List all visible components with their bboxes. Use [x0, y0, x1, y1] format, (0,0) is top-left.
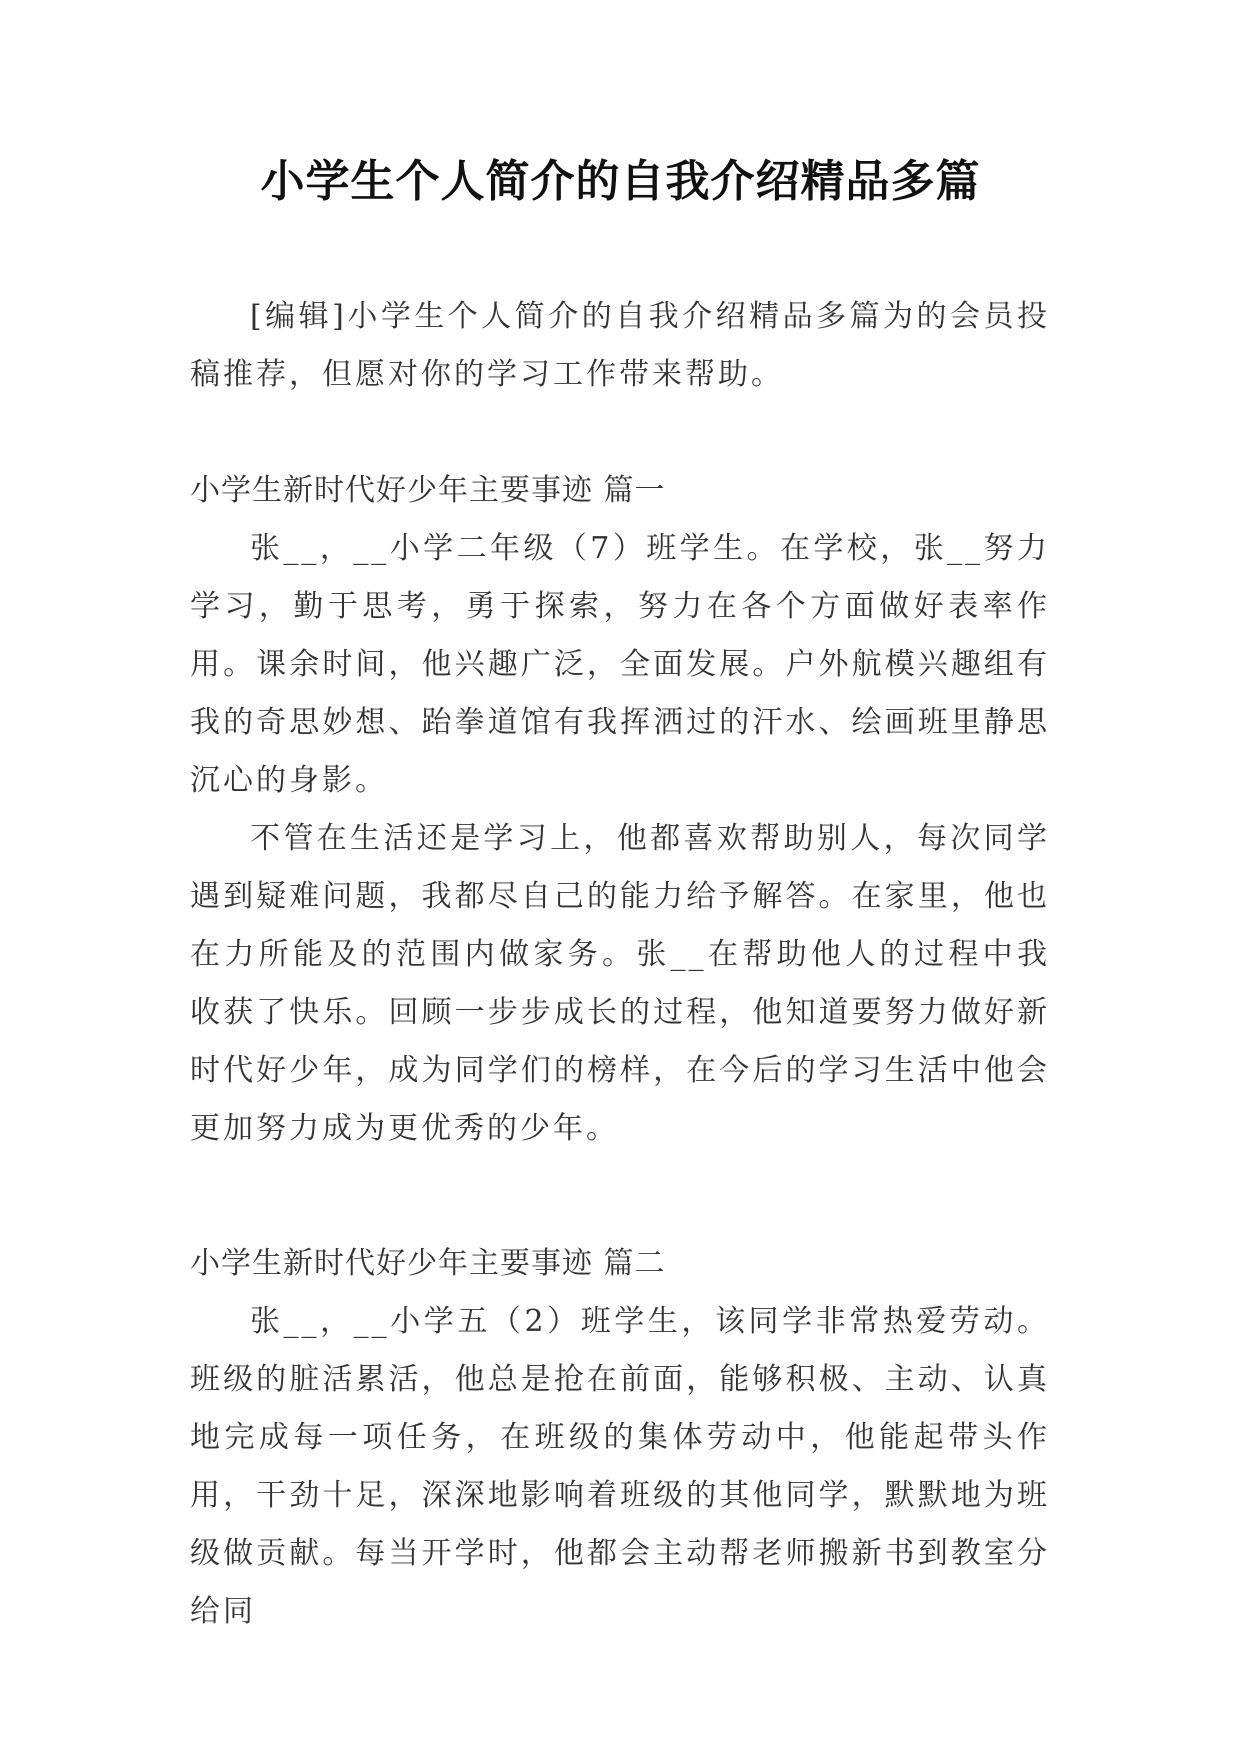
- section-heading: 小学生新时代好少年主要事迹 篇一: [190, 473, 666, 508]
- body-paragraph: 张__，__小学五（2）班学生，该同学非常热爱劳动。班级的脏活累活，他总是抢在前面，能够积极、主动、认真地完成每一项任务，在班级的集体劳动中，他能起带头作用，干劲十足，深深地影响着班级的其他同学，默默地为班级做贡献。每当开学时，他都会主动帮老师搬新书到教室分给同: [190, 1304, 1050, 1629]
- body-paragraph: 张__，__小学二年级（7）班学生。在学校，张__努力学习，勤于思考，勇于探索，努力在各个方面做好表率作用。课余时间，他兴趣广泛，全面发展。户外航模兴趣组有我的奇思妙想、跆拳道馆有我挥洒过的汗水、绘画班里静思沉心的身影。: [190, 531, 1050, 798]
- body-paragraph: 不管在生活还是学习上，他都喜欢帮助别人，每次同学遇到疑难问题，我都尽自己的能力给予解答。在家里，他也在力所能及的范围内做家务。张__在帮助他人的过程中我收获了快乐。回顾一步步成长的过程，他知道要努力做好新时代好少年，成为同学们的榜样，在今后的学习生活中他会更加努力成为更优秀的少年。: [190, 821, 1050, 1146]
- intro-paragraph: [编辑]小学生个人简介的自我介绍精品多篇为的会员投稿推荐，但愿对你的学习工作带来帮助。: [190, 299, 1050, 392]
- section-body: [190, 1293, 1050, 1641]
- section-heading: 小学生新时代好少年主要事迹 篇二: [190, 1246, 666, 1281]
- intro-paragraph-block: [190, 288, 1050, 404]
- document-title: 小学生个人简介的自我介绍精品多篇: [260, 156, 981, 207]
- section-body: [190, 520, 1050, 1158]
